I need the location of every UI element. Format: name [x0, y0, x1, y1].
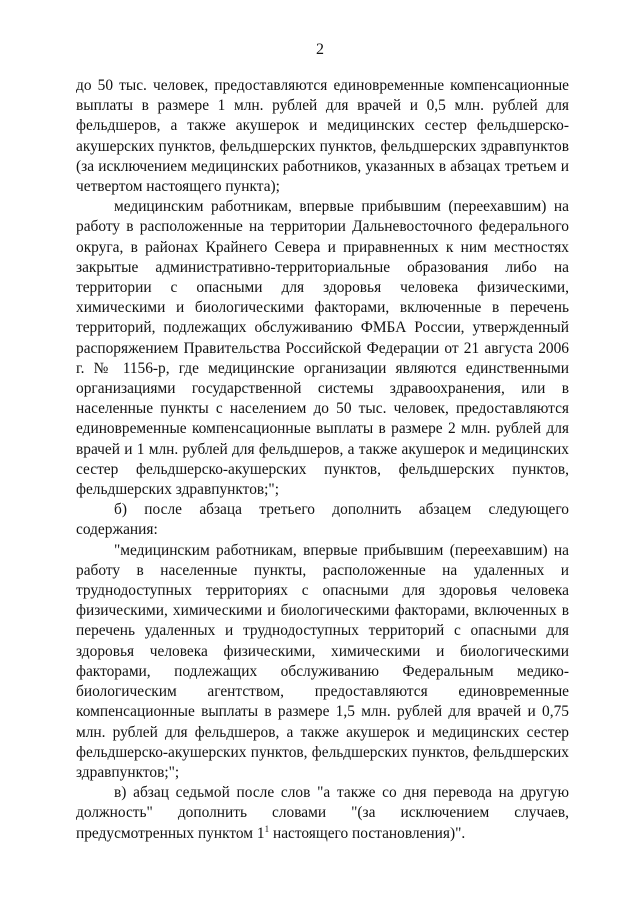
paragraph-4: "медицинским работникам, впервые прибывшим (переехавшим) на работу в населенные пункты, расположенные на удаленных и труднодоступных территориях с опасными для здоровья человека физическими, химическими и биологическими факторами, включенных в перечень удаленных и труднодоступных территорий с опасными для здоровья человека физическими, химическими и биологическими факторами, подлежащих обслуживанию Федеральным медико-биологическим агентством, предоставляются единовременные компенсационные выплаты в размере 1,5 млн. рублей для врачей и 0,75 млн. рублей для фельдшеров, а также акушерок и медицинских сестер фельдшерско-акушерских пунктов, фельдшерских пунктов, фельдшерских здравпунктов;"; [76, 541, 569, 781]
paragraph-2: медицинским работникам, впервые прибывшим (переехавшим) на работу в расположенные на территории Дальневосточного федерального округа, в районах Крайнего Севера и приравненных к ним местностях закрытые административно-территориальные образования либо на территории с опасными для здоровья человека физическими, химическими и биологическими факторами, включенные в перечень территорий, подлежащих обслуживанию ФМБА России, утвержденный распоряжением Правительства Российской Федерации от 21 августа 2006 г. № 1156-р, где медицинские организации являются единственными организациями государственной системы здравоохранения, или в населенные пункты с населением до 50 тыс. человек, предоставляются единовременные компенсационные выплаты в размере 2 млн. рублей для врачей и 1 млн. рублей для фельдшеров, а также акушерок и медицинских сестер фельдшерско-акушерских пунктов, фельдшерских пунктов, фельдшерских здравпунктов;"; [76, 198, 569, 499]
paragraph-5-text-end: настоящего постановления)". [269, 824, 466, 842]
document-body [76, 76, 569, 844]
page-number: 2 [316, 41, 324, 58]
paragraph-5-superscript: 1 [264, 823, 270, 834]
paragraph-3: б) после абзаца третьего дополнить абзацем следующего содержания: [76, 501, 569, 539]
paragraph-5 [76, 783, 569, 844]
paragraph-1: до 50 тыс. человек, предоставляются единовременные компенсационные выплаты в размере 1 млн. рублей для врачей и 0,5 млн. рублей для фельдшеров, а также акушерок и медицинских сестер фельдшерско-акушерских пунктов, фельдшерских пунктов, фельдшерских здравпунктов (за исключением медицинских работников, указанных в абзацах третьем и четвертом настоящего пункта); [76, 77, 569, 196]
paragraph-5-text: в) абзац седьмой после слов "а также со дня перевода на другую должность" дополнить словами "(за исключением случаев, предусмотренных пунктом 1 [76, 784, 569, 842]
